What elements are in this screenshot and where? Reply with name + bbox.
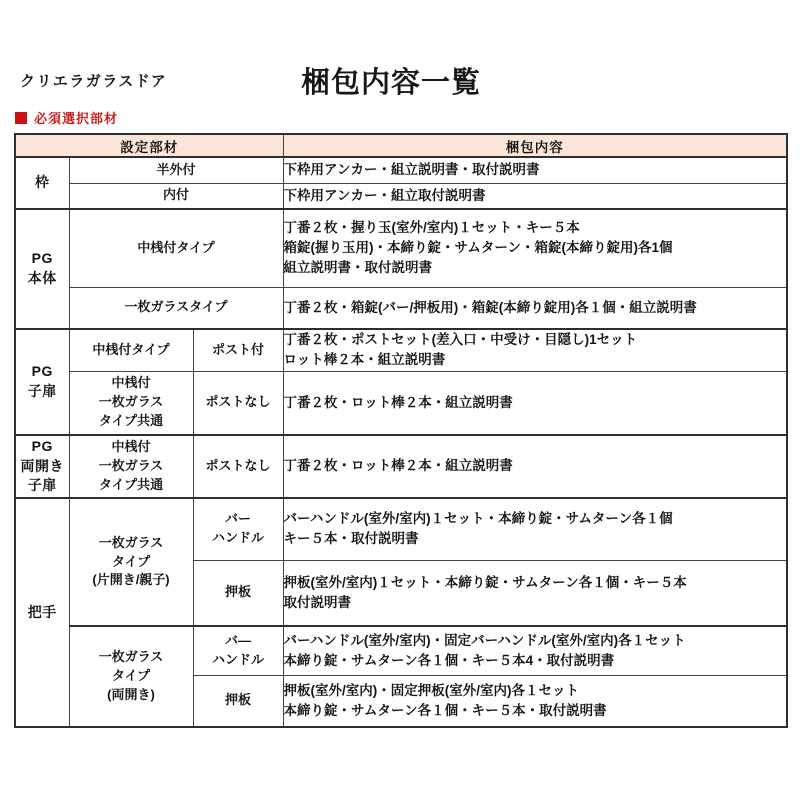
subtype-cell: ポスト付	[193, 329, 283, 371]
type-cell: 一枚ガラス タイプ (片開き/親子)	[69, 498, 193, 626]
group-cell-totte: 把手	[15, 498, 69, 727]
column-header-parts: 設定部材	[15, 134, 283, 157]
content-cell	[283, 371, 787, 435]
subtype-cell: ポストなし	[193, 435, 283, 498]
content-cell	[283, 287, 787, 329]
column-header-contents: 梱包内容	[283, 134, 787, 157]
required-parts-label: 必須選択部材	[34, 111, 119, 126]
content-line: 丁番２枚・ロット棒２本・組立説明書	[283, 458, 513, 474]
red-square-icon	[15, 112, 27, 124]
type-cell: 一枚ガラス タイプ (両開き)	[69, 626, 193, 727]
group-cell-waku: 枠	[15, 157, 69, 209]
content-cell	[283, 183, 787, 209]
group-cell-pg-kotobira: PG 子扉	[15, 329, 69, 435]
content-cell	[283, 329, 787, 371]
content-line: 箱錠(握り玉用)・本締り錠・サムターン・箱錠(本締り錠用)各1個	[283, 240, 673, 256]
type-cell: 半外付	[69, 157, 283, 183]
subtype-cell: 押板	[193, 675, 283, 727]
content-line: 組立説明書・取付説明書	[283, 260, 433, 276]
content-line: 下枠用アンカー・組立説明書・取付説明書	[283, 162, 540, 178]
content-line: 丁番２枚・ロット棒２本・組立説明書	[283, 394, 513, 410]
content-cell	[283, 157, 787, 183]
content-cell	[283, 560, 787, 626]
content-line: ロット棒２本・組立説明書	[283, 352, 446, 368]
type-cell: 一枚ガラスタイプ	[69, 287, 283, 329]
type-cell: 中桟付タイプ	[69, 209, 283, 287]
required-parts-legend	[15, 108, 118, 127]
type-cell: 中桟付タイプ	[69, 329, 193, 371]
content-line: 丁番２枚・ポストセット(差入口・中受け・目隠し)1セット	[283, 332, 638, 347]
subtype-cell: バ― ハンドル	[193, 626, 283, 675]
subtype-cell: 押板	[193, 560, 283, 626]
subtype-cell: バー ハンドル	[193, 498, 283, 560]
type-cell: 中桟付 一枚ガラス タイプ共通	[69, 435, 193, 498]
content-cell	[283, 435, 787, 498]
content-cell	[283, 209, 787, 287]
content-line: 丁番２枚・握り玉(室外/室内)１セット・キー５本	[283, 219, 580, 235]
product-name: クリエラガラスドア	[20, 73, 168, 90]
content-line: 下枠用アンカー・組立取付説明書	[283, 187, 486, 203]
content-line: バーハンドル(室外/室内)・固定バーハンドル(室外/室内)各１セット	[283, 632, 686, 648]
content-cell	[283, 498, 787, 560]
type-cell: 内付	[69, 183, 283, 209]
page-title: 梱包内容一覧	[300, 67, 481, 99]
content-cell	[283, 675, 787, 727]
group-cell-pg-hontai: PG 本体	[15, 209, 69, 329]
group-cell-pg-ryoubiraki: PG 両開き 子扉	[15, 435, 69, 498]
content-line: キー５本・取付説明書	[283, 531, 419, 547]
content-line: 丁番２枚・箱錠(バー/押板用)・箱錠(本締り錠用)各１個・組立説明書	[283, 299, 697, 315]
content-line: 押板(室外/室内)・固定押板(室外/室内)各１セット	[283, 682, 579, 698]
content-line: 取付説明書	[283, 594, 352, 610]
type-cell: 中桟付 一枚ガラス タイプ共通	[69, 371, 193, 435]
content-line: バーハンドル(室外/室内)１セット・本締り錠・サムターン各１個	[283, 511, 673, 526]
content-line: 押板(室外/室内)１セット・本締り錠・サムターン各１個・キー５本	[283, 574, 687, 590]
content-line: 本締り錠・サムターン各１個・キー５本4・取付説明書	[283, 652, 615, 668]
subtype-cell: ポストなし	[193, 371, 283, 435]
content-cell	[283, 626, 787, 675]
content-line: 本締り錠・サムターン各１個・キー５本・取付説明書	[283, 702, 607, 718]
packing-contents-table	[14, 133, 788, 728]
